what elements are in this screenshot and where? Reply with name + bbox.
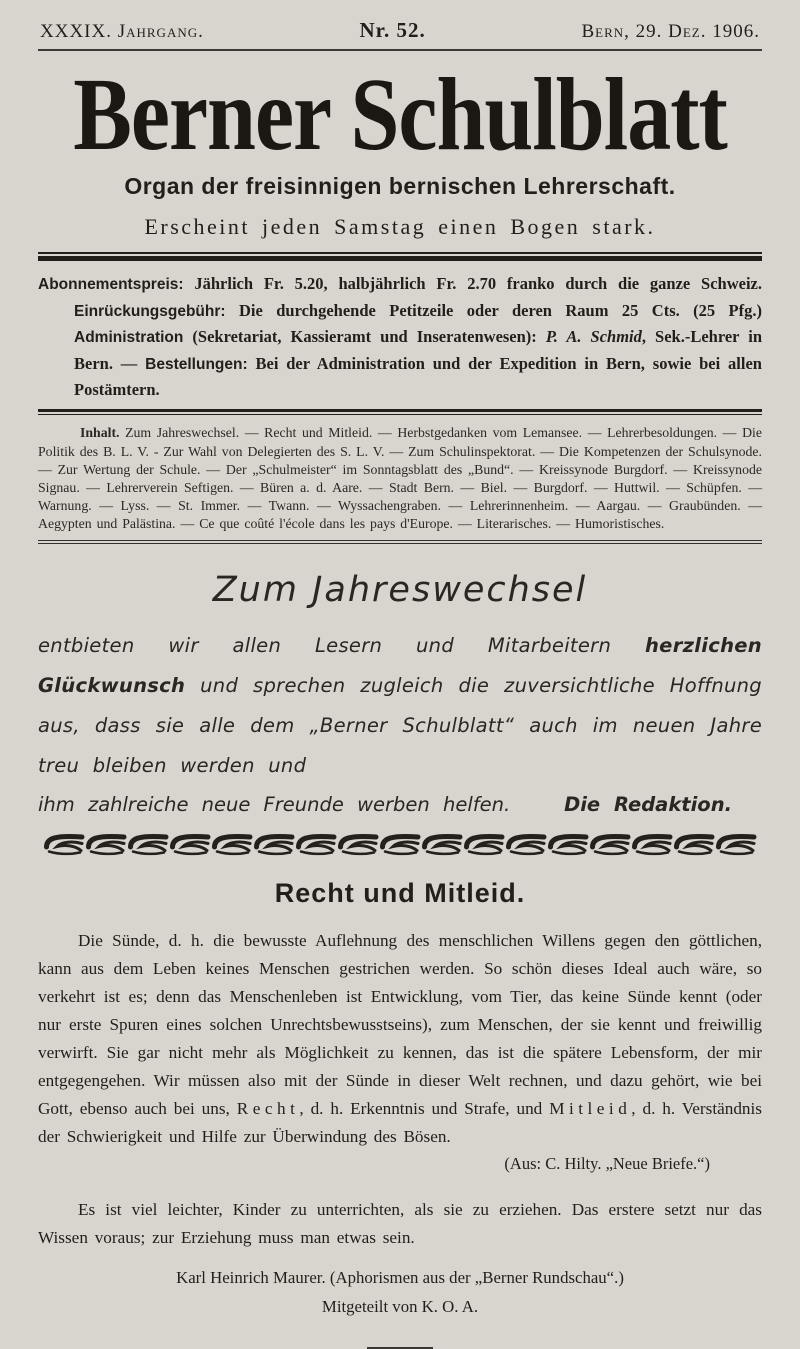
new-year-text: ihm zahlreiche neue Freunde werben helfen. <box>38 793 511 817</box>
issue-header <box>38 14 762 49</box>
article-paragraph-2: Es ist viel leichter, Kinder zu unterrichten, als sie zu erziehen. Das erstere setzt nur das Wissen voraus; zur Erziehung muss man etwas sein. <box>38 1200 762 1248</box>
double-rule-subscription <box>38 409 762 415</box>
scroll-ornament-icon <box>421 832 463 856</box>
subscription-text: , Sek.-Lehrer in Bern. — <box>74 327 762 373</box>
contents-label: Inhalt. <box>80 425 120 441</box>
new-year-last-line <box>38 785 762 824</box>
editorial-signature: Die Redaktion. <box>564 793 732 817</box>
scroll-ornament-icon <box>85 832 127 856</box>
scroll-ornament-icon <box>715 832 757 856</box>
place-date: Bern, 29. Dez. 1906. <box>581 21 760 42</box>
double-rule-contents <box>38 540 762 544</box>
new-year-emphasis: herzlichen Glückwunsch <box>38 633 762 697</box>
publication-frequency: Erscheint jeden Samstag einen Bogen stark. <box>144 214 656 240</box>
masthead-title: Berner Schulblatt <box>73 58 727 173</box>
subscription-text: Jährlich Fr. 5.20, halbjährlich Fr. 2.70 franko durch die ganze Schweiz. <box>183 274 762 294</box>
scroll-ornament-icon <box>631 832 673 856</box>
header-rule <box>38 49 762 51</box>
scroll-ornament-icon <box>337 832 379 856</box>
subscription-info <box>38 271 762 403</box>
scroll-ornament-icon <box>169 832 211 856</box>
ornament-border <box>38 832 762 856</box>
emphasized-recht: Recht <box>236 1098 300 1118</box>
masthead-subtitle: Organ der freisinnigen bernischen Lehrerschaft. <box>124 173 676 200</box>
new-year-text: und sprechen zugleich die zuversichtliche Hoffnung aus, dass sie alle dem „Berner Schulblatt“ auch im neuen Jahre treu bleiben werden und <box>38 673 762 777</box>
volume-label: XXXIX. Jahrgang. <box>40 21 204 42</box>
table-of-contents <box>38 424 762 533</box>
subscription-text: Bei der Administration und der Expedition in Bern, sowie bei allen Postämtern. <box>74 353 762 400</box>
article-text: Die Sünde, d. h. die bewusste Auflehnung des menschlichen Willens gegen den göttlichen, kann aus dem Leben keines Menschen gestrichen werden. So schön dieses Ideal auch wäre, so verkehrt ist es; denn das Menschenleben ist Entwicklung, vom Tier, das keine Sünde kennt (oder nur erste Spuren eines solchen Unrechtsbewusstseins), zum Menschen, der sie kennt und freiwillig verwirft. Sie gar nicht mehr als Möglichkeit zu kennen, das ist die spätere Lebensform, der mir entgegengehen. Wir müssen also mit der Sünde in dieser Welt rechnen, und dazu gehört, wie bei Gott, ebenso auch bei uns, <box>38 931 762 1118</box>
editor-name: P. A. Schmid <box>545 327 642 347</box>
subscription-text: Die durchgehende Petitzeile oder deren Raum 25 Cts. (25 Pfg.) <box>225 300 762 320</box>
emphasized-mitleid: Mitleid <box>549 1098 632 1118</box>
article-text: , d. h. Verständnis der Schwierigkeit und Hilfe zur Überwindung des Bösen. <box>38 1098 762 1146</box>
scroll-ornament-icon <box>253 832 295 856</box>
credit-author: Karl Heinrich Maurer. (Aphorismen aus der „Berner Rundschau“.) <box>176 1268 624 1288</box>
scroll-ornament-icon <box>127 832 169 856</box>
new-year-paragraph <box>38 626 762 786</box>
article-heading: Recht und Mitleid. <box>274 878 526 909</box>
label-bestellungen: Bestellungen: <box>145 355 248 373</box>
scroll-ornament-icon <box>379 832 421 856</box>
subscription-text: (Sekretariat, Kassieramt und Inseratenwesen): <box>183 327 546 347</box>
scroll-ornament-icon <box>673 832 715 856</box>
scroll-ornament-icon <box>295 832 337 856</box>
new-year-text: entbieten wir allen Lesern und Mitarbeitern <box>38 633 645 657</box>
label-administration: Administration <box>74 329 184 347</box>
scroll-ornament-icon <box>589 832 631 856</box>
new-year-heading: Zum Jahreswechsel <box>212 569 588 610</box>
article-text: , d. h. Erkenntnis und Strafe, und <box>299 1098 550 1118</box>
issue-number: Nr. 52. <box>359 18 426 42</box>
scroll-ornament-icon <box>547 832 589 856</box>
label-abonnementspreis: Abonnementspreis: <box>38 276 184 294</box>
quote-attribution: (Aus: C. Hilty. „Neue Briefe.“) <box>504 1154 710 1174</box>
scroll-ornament-icon <box>211 832 253 856</box>
article-paragraph-1 <box>38 927 762 1150</box>
scroll-ornament-icon <box>43 832 85 856</box>
double-rule-top <box>38 252 762 261</box>
contents-text: Zum Jahreswechsel. — Recht und Mitleid. — Herbstgedanken vom Lemansee. — Lehrerbesoldungen. — Die Politik des B. L. V. - Zur Wahl von Delegierten des S. L. V. — Zum Schulinspektorat. — Die Kompetenzen der Schulsynode. — Zur Wertung der Schule. — Der „Schulmeister“ im Sonntagsblatt des „Bund“. — Kreissynode Burgdorf. — Kreissynode Signau. — Lehrerverein Seftigen. — Büren a. d. Aare. — Stadt Bern. — Biel. — Burgdorf. — Huttwil. — Schüpfen. — Warnung. — Lyss. — St. Immer. — Twann. — Wyssachengraben. — Lehrerinnenheim. — Aargau. — Graubünden. — Aegypten und Palästina. — Ce que coûté l'école dans les pays d'Europe. — Literarisches. — Humoristisches. <box>38 425 762 532</box>
credit-lines <box>38 1264 762 1321</box>
scroll-ornament-icon <box>505 832 547 856</box>
label-einrueckungsgebuehr: Einrückungsgebühr: <box>74 302 226 320</box>
credit-contributor: Mitgeteilt von K. O. A. <box>321 1296 479 1316</box>
section-end-rule <box>367 1347 433 1349</box>
scroll-ornament-icon <box>463 832 505 856</box>
